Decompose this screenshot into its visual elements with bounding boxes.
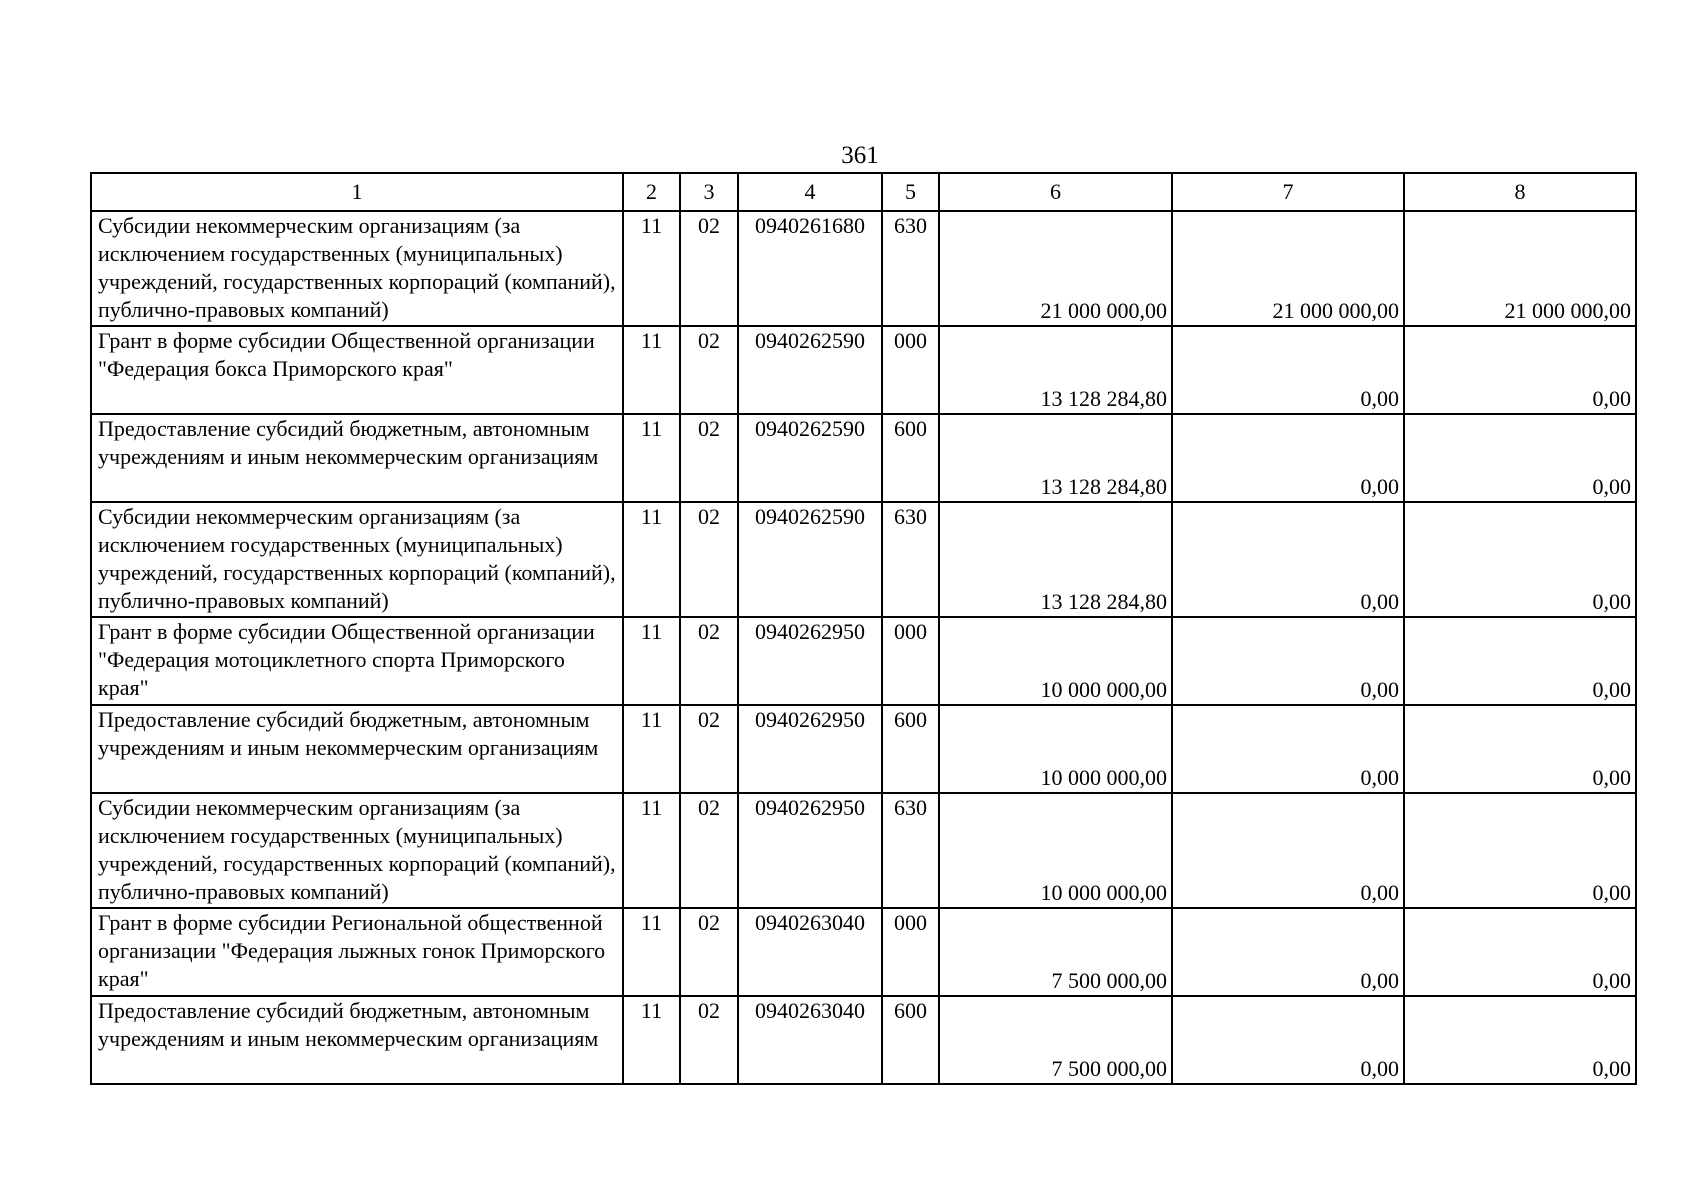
- row-amount-7: 0,00: [1172, 908, 1404, 996]
- row-amount-6: 10 000 000,00: [939, 793, 1172, 908]
- column-header-5: 5: [882, 173, 939, 211]
- row-amount-8: 0,00: [1404, 996, 1636, 1084]
- row-subsection: 02: [680, 996, 738, 1084]
- row-target-article: 0940262950: [738, 705, 882, 793]
- row-expense-type: 600: [882, 996, 939, 1084]
- row-target-article: 0940263040: [738, 996, 882, 1084]
- row-target-article: 0940262950: [738, 793, 882, 908]
- table-row: [91, 705, 1636, 793]
- row-amount-7: 0,00: [1172, 996, 1404, 1084]
- row-target-article: 0940262950: [738, 617, 882, 705]
- row-section: 11: [623, 705, 680, 793]
- row-expense-type: 600: [882, 705, 939, 793]
- row-amount-6: 13 128 284,80: [939, 414, 1172, 502]
- row-name: Предоставление субсидий бюджетным, автономным учреждениям и иным некоммерческим организациям: [91, 414, 623, 502]
- row-expense-type: 630: [882, 211, 939, 326]
- row-target-article: 0940262590: [738, 414, 882, 502]
- table-row: [91, 793, 1636, 908]
- row-expense-type: 000: [882, 908, 939, 996]
- row-expense-type: 600: [882, 414, 939, 502]
- row-expense-type: 630: [882, 502, 939, 617]
- row-amount-7: 0,00: [1172, 617, 1404, 705]
- row-section: 11: [623, 326, 680, 414]
- row-amount-8: 0,00: [1404, 326, 1636, 414]
- row-amount-7: 0,00: [1172, 705, 1404, 793]
- row-amount-6: 13 128 284,80: [939, 502, 1172, 617]
- table-row: [91, 617, 1636, 705]
- row-subsection: 02: [680, 414, 738, 502]
- row-subsection: 02: [680, 705, 738, 793]
- row-amount-6: 7 500 000,00: [939, 908, 1172, 996]
- table-row: [91, 326, 1636, 414]
- row-target-article: 0940262590: [738, 326, 882, 414]
- table-row: [91, 414, 1636, 502]
- row-amount-8: 0,00: [1404, 617, 1636, 705]
- row-name: Предоставление субсидий бюджетным, автономным учреждениям и иным некоммерческим организациям: [91, 705, 623, 793]
- column-header-4: 4: [738, 173, 882, 211]
- row-name: Грант в форме субсидии Общественной организации "Федерация мотоциклетного спорта Приморского края": [91, 617, 623, 705]
- row-name: Грант в форме субсидии Региональной общественной организации "Федерация лыжных гонок Приморского края": [91, 908, 623, 996]
- column-header-7: 7: [1172, 173, 1404, 211]
- row-amount-6: 10 000 000,00: [939, 617, 1172, 705]
- row-name: Субсидии некоммерческим организациям (за исключением государственных (муниципальных) учреждений, государственных корпораций (компаний), публично-правовых компаний): [91, 502, 623, 617]
- row-section: 11: [623, 502, 680, 617]
- column-header-6: 6: [939, 173, 1172, 211]
- row-amount-6: 21 000 000,00: [939, 211, 1172, 326]
- row-name: Субсидии некоммерческим организациям (за исключением государственных (муниципальных) учреждений, государственных корпораций (компаний), публично-правовых компаний): [91, 211, 623, 326]
- row-name: Предоставление субсидий бюджетным, автономным учреждениям и иным некоммерческим организациям: [91, 996, 623, 1084]
- row-name: Субсидии некоммерческим организациям (за исключением государственных (муниципальных) учреждений, государственных корпораций (компаний), публично-правовых компаний): [91, 793, 623, 908]
- row-section: 11: [623, 414, 680, 502]
- row-section: 11: [623, 908, 680, 996]
- row-amount-8: 0,00: [1404, 705, 1636, 793]
- column-header-8: 8: [1404, 173, 1636, 211]
- budget-table: [90, 172, 1637, 1085]
- row-amount-6: 7 500 000,00: [939, 996, 1172, 1084]
- row-section: 11: [623, 211, 680, 326]
- row-subsection: 02: [680, 326, 738, 414]
- row-subsection: 02: [680, 211, 738, 326]
- row-amount-8: 21 000 000,00: [1404, 211, 1636, 326]
- row-amount-7: 21 000 000,00: [1172, 211, 1404, 326]
- row-expense-type: 630: [882, 793, 939, 908]
- row-subsection: 02: [680, 502, 738, 617]
- row-amount-6: 13 128 284,80: [939, 326, 1172, 414]
- row-amount-8: 0,00: [1404, 414, 1636, 502]
- row-section: 11: [623, 793, 680, 908]
- row-subsection: 02: [680, 793, 738, 908]
- row-amount-6: 10 000 000,00: [939, 705, 1172, 793]
- row-expense-type: 000: [882, 617, 939, 705]
- column-header-1: 1: [91, 173, 623, 211]
- row-amount-8: 0,00: [1404, 908, 1636, 996]
- row-amount-8: 0,00: [1404, 502, 1636, 617]
- column-header-3: 3: [680, 173, 738, 211]
- row-target-article: 0940262590: [738, 502, 882, 617]
- table-row: [91, 908, 1636, 996]
- row-subsection: 02: [680, 617, 738, 705]
- header-row: [91, 173, 1636, 211]
- row-amount-7: 0,00: [1172, 502, 1404, 617]
- row-expense-type: 000: [882, 326, 939, 414]
- row-amount-8: 0,00: [1404, 793, 1636, 908]
- table-row: [91, 211, 1636, 326]
- row-subsection: 02: [680, 908, 738, 996]
- column-header-2: 2: [623, 173, 680, 211]
- row-amount-7: 0,00: [1172, 326, 1404, 414]
- row-section: 11: [623, 617, 680, 705]
- row-amount-7: 0,00: [1172, 414, 1404, 502]
- row-name: Грант в форме субсидии Общественной организации "Федерация бокса Приморского края": [91, 326, 623, 414]
- row-target-article: 0940261680: [738, 211, 882, 326]
- row-section: 11: [623, 996, 680, 1084]
- row-target-article: 0940263040: [738, 908, 882, 996]
- row-amount-7: 0,00: [1172, 793, 1404, 908]
- page-number: 361: [841, 142, 879, 169]
- table-row: [91, 996, 1636, 1084]
- table-row: [91, 502, 1636, 617]
